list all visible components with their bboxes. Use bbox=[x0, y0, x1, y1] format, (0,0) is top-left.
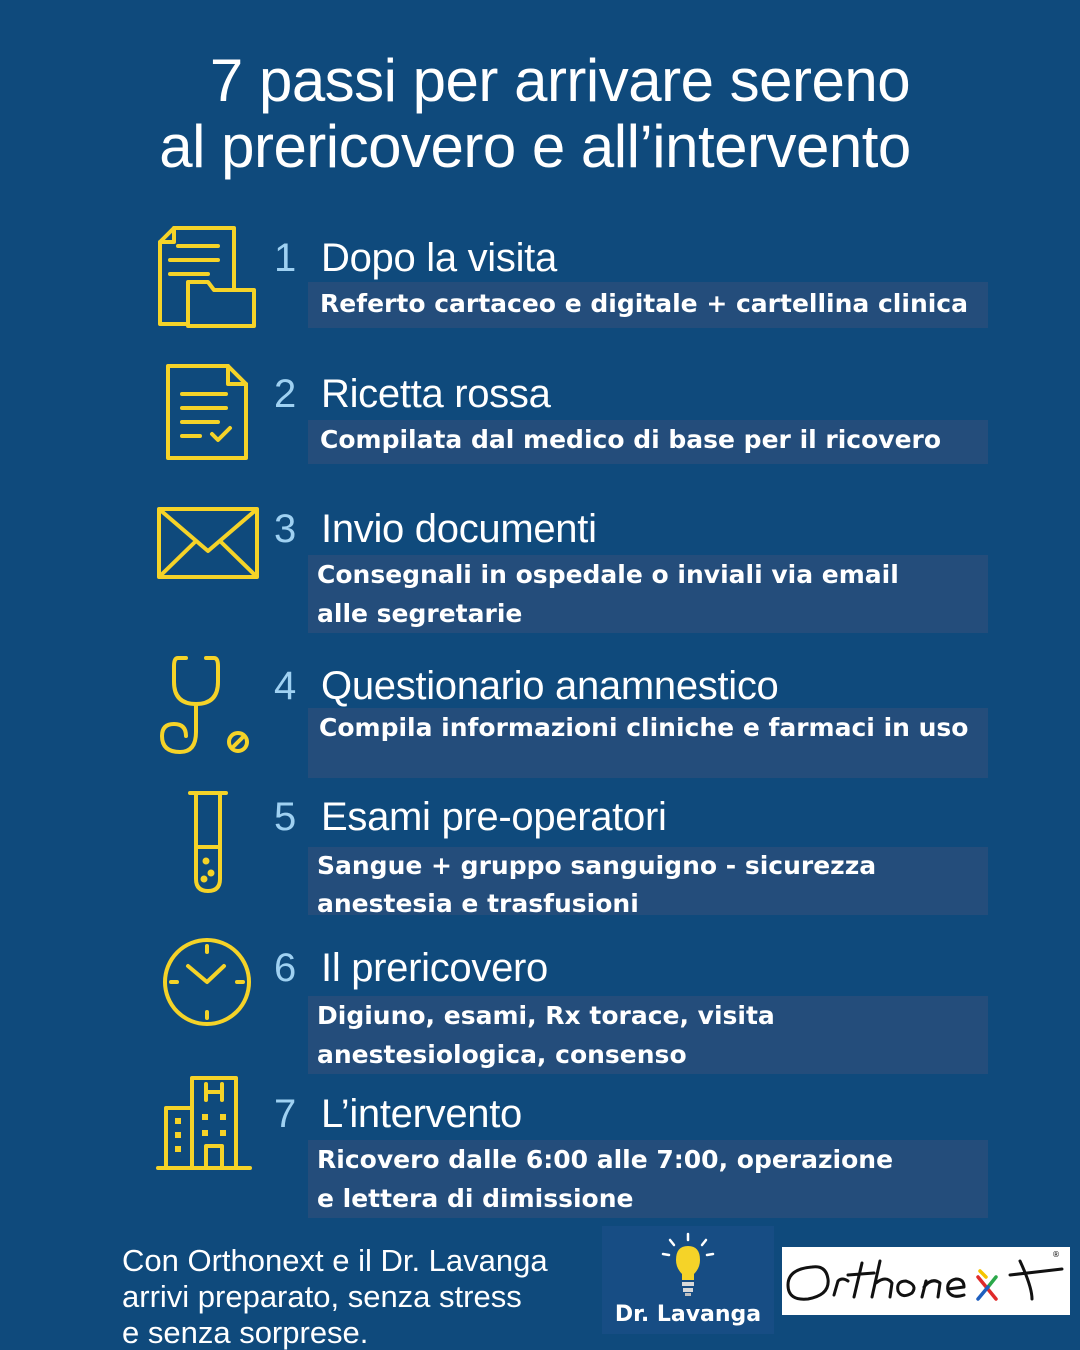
test-tube-icon bbox=[156, 789, 260, 893]
footer-line-1: Con Orthonext e il Dr. Lavanga bbox=[122, 1243, 548, 1278]
stethoscope-icon bbox=[156, 652, 260, 756]
step-number: 2 bbox=[274, 372, 297, 416]
footer-line-3: e senza sorprese. bbox=[122, 1315, 369, 1350]
step-title: Dopo la visita bbox=[321, 236, 557, 280]
lavanga-logo-text: Dr. Lavanga bbox=[614, 1302, 762, 1327]
description-line-2: e lettera di dimissione bbox=[317, 1184, 634, 1213]
step-description bbox=[308, 847, 988, 918]
description-text: Compila informazioni cliniche e farmaci in uso bbox=[319, 713, 969, 742]
step-description bbox=[308, 996, 988, 1074]
description-line-2: alle segretarie bbox=[317, 599, 523, 628]
step-title: L’intervento bbox=[321, 1092, 522, 1136]
footer-message bbox=[122, 1243, 548, 1350]
dr-lavanga-logo bbox=[602, 1226, 774, 1334]
description-text: Referto cartaceo e digitale + cartellina clinica bbox=[320, 289, 968, 318]
clock-icon bbox=[156, 932, 260, 1036]
envelope-icon bbox=[156, 495, 260, 599]
step-description bbox=[308, 1140, 988, 1218]
step-description bbox=[308, 708, 988, 778]
description-line-2: anestesiologica, consenso bbox=[317, 1040, 687, 1069]
step-title: Invio documenti bbox=[321, 507, 597, 551]
step-title: Ricetta rossa bbox=[321, 372, 551, 416]
step-number: 6 bbox=[274, 946, 297, 990]
step-title: Il prericovero bbox=[321, 946, 548, 990]
step-number: 4 bbox=[274, 664, 297, 708]
description-line-1: Ricovero dalle 6:00 alle 7:00, operazione bbox=[317, 1145, 894, 1174]
description-line-1: Consegnali in ospedale o inviali via email bbox=[317, 560, 899, 589]
svg-text:®: ® bbox=[1052, 1250, 1060, 1259]
orthonext-logo-text bbox=[782, 1315, 783, 1316]
hospital-building-icon bbox=[156, 1074, 260, 1178]
orthonext-logo bbox=[782, 1247, 1070, 1315]
step-number: 7 bbox=[274, 1092, 297, 1136]
prescription-document-icon bbox=[156, 360, 260, 464]
title-line-1: 7 passi per arrivare sereno bbox=[209, 47, 911, 114]
step-title: Esami pre-operatori bbox=[321, 795, 667, 839]
step-description bbox=[308, 420, 988, 464]
step-number: 1 bbox=[274, 236, 297, 280]
step-number: 3 bbox=[274, 507, 297, 551]
step-description bbox=[308, 555, 988, 633]
footer-line-2: arrivi preparato, senza stress bbox=[122, 1279, 522, 1314]
description-line-1: Sangue + gruppo sanguigno - sicurezza bbox=[317, 851, 877, 880]
documents-folder-icon bbox=[156, 224, 260, 328]
page-title bbox=[0, 48, 1080, 180]
description-line-2: anestesia e trasfusioni bbox=[317, 889, 639, 918]
title-line-2: al prericovero e all’intervento bbox=[159, 113, 911, 180]
step-description bbox=[308, 282, 988, 328]
lightbulb-icon bbox=[660, 1232, 716, 1298]
description-line-1: Digiuno, esami, Rx torace, visita bbox=[317, 1001, 775, 1030]
step-title: Questionario anamnestico bbox=[321, 664, 779, 708]
description-text: Compilata dal medico di base per il ricovero bbox=[320, 425, 942, 454]
step-number: 5 bbox=[274, 795, 297, 839]
